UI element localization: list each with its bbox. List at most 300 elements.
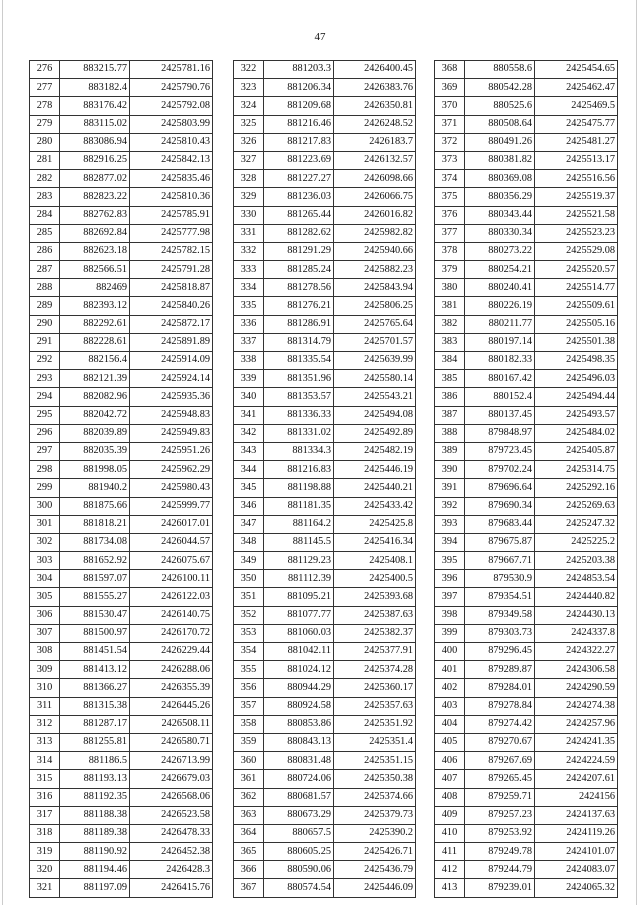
y-coordinate-cell: 2424224.59 xyxy=(535,752,618,770)
y-coordinate-cell: 2426140.75 xyxy=(130,606,213,624)
point-number-cell: 328 xyxy=(234,170,264,188)
table-row xyxy=(234,643,416,661)
table-row xyxy=(30,733,213,751)
table-row xyxy=(234,752,416,770)
point-number-cell: 394 xyxy=(435,533,465,551)
x-coordinate-cell: 879270.67 xyxy=(465,733,535,751)
coordinate-table-1 xyxy=(29,60,213,898)
point-number-cell: 382 xyxy=(435,315,465,333)
table-row xyxy=(30,697,213,715)
point-number-cell: 402 xyxy=(435,679,465,697)
point-number-cell: 308 xyxy=(30,643,60,661)
table-row xyxy=(435,79,618,97)
y-coordinate-cell: 2425777.98 xyxy=(130,224,213,242)
table-row xyxy=(435,552,618,570)
table-row xyxy=(234,206,416,224)
table-row xyxy=(30,206,213,224)
x-coordinate-cell: 882916.25 xyxy=(60,151,130,169)
y-coordinate-cell: 2426568.06 xyxy=(130,788,213,806)
x-coordinate-cell: 880152.4 xyxy=(465,388,535,406)
table-row xyxy=(30,406,213,424)
x-coordinate-cell: 880182.33 xyxy=(465,352,535,370)
y-coordinate-cell: 2426415.76 xyxy=(130,879,213,897)
point-number-cell: 297 xyxy=(30,442,60,460)
point-number-cell: 326 xyxy=(234,133,264,151)
point-number-cell: 340 xyxy=(234,388,264,406)
y-coordinate-cell: 2426288.06 xyxy=(130,661,213,679)
x-coordinate-cell: 882692.84 xyxy=(60,224,130,242)
table-row xyxy=(435,352,618,370)
point-number-cell: 281 xyxy=(30,151,60,169)
x-coordinate-cell: 880590.06 xyxy=(264,861,334,879)
x-coordinate-cell: 881265.44 xyxy=(264,206,334,224)
y-coordinate-cell: 2425269.63 xyxy=(535,497,618,515)
y-coordinate-cell: 2424065.32 xyxy=(535,879,618,897)
point-number-cell: 339 xyxy=(234,370,264,388)
table-row xyxy=(234,715,416,733)
x-coordinate-cell: 881597.07 xyxy=(60,570,130,588)
table-row xyxy=(435,497,618,515)
point-number-cell: 318 xyxy=(30,824,60,842)
table-row xyxy=(30,424,213,442)
y-coordinate-cell: 2426508.11 xyxy=(130,715,213,733)
point-number-cell: 386 xyxy=(435,388,465,406)
y-coordinate-cell: 2426452.38 xyxy=(130,843,213,861)
y-coordinate-cell: 2425360.17 xyxy=(334,679,416,697)
y-coordinate-cell: 2425765.64 xyxy=(334,315,416,333)
table-row xyxy=(435,879,618,897)
table-row xyxy=(435,442,618,460)
point-number-cell: 375 xyxy=(435,188,465,206)
table-row xyxy=(234,679,416,697)
x-coordinate-cell: 880211.77 xyxy=(465,315,535,333)
point-number-cell: 412 xyxy=(435,861,465,879)
x-coordinate-cell: 880491.26 xyxy=(465,133,535,151)
x-coordinate-cell: 879702.24 xyxy=(465,461,535,479)
y-coordinate-cell: 2425351.92 xyxy=(334,715,416,733)
table-row xyxy=(234,879,416,897)
x-coordinate-cell: 881353.57 xyxy=(264,388,334,406)
point-number-cell: 333 xyxy=(234,261,264,279)
y-coordinate-cell: 2425791.28 xyxy=(130,261,213,279)
table-row xyxy=(435,679,618,697)
table-row xyxy=(234,115,416,133)
point-number-cell: 347 xyxy=(234,515,264,533)
table-row xyxy=(30,370,213,388)
x-coordinate-cell: 880944.29 xyxy=(264,679,334,697)
point-number-cell: 307 xyxy=(30,624,60,642)
x-coordinate-cell: 881198.88 xyxy=(264,479,334,497)
table-row xyxy=(234,552,416,570)
point-number-cell: 406 xyxy=(435,752,465,770)
table-row xyxy=(234,824,416,842)
point-number-cell: 370 xyxy=(435,97,465,115)
y-coordinate-cell: 2426679.03 xyxy=(130,770,213,788)
table-row xyxy=(435,424,618,442)
y-coordinate-cell: 2425426.71 xyxy=(334,843,416,861)
x-coordinate-cell: 881060.03 xyxy=(264,624,334,642)
point-number-cell: 348 xyxy=(234,533,264,551)
y-coordinate-cell: 2425523.23 xyxy=(535,224,618,242)
point-number-cell: 357 xyxy=(234,697,264,715)
point-number-cell: 346 xyxy=(234,497,264,515)
point-number-cell: 401 xyxy=(435,661,465,679)
point-number-cell: 373 xyxy=(435,151,465,169)
table-row xyxy=(435,788,618,806)
table-row xyxy=(234,297,416,315)
y-coordinate-cell: 2425818.87 xyxy=(130,279,213,297)
x-coordinate-cell: 879530.9 xyxy=(465,570,535,588)
y-coordinate-cell: 2426016.82 xyxy=(334,206,416,224)
point-number-cell: 313 xyxy=(30,733,60,751)
table-row xyxy=(435,261,618,279)
y-coordinate-cell: 2425529.08 xyxy=(535,242,618,260)
y-coordinate-cell: 2424430.13 xyxy=(535,606,618,624)
x-coordinate-cell: 879249.78 xyxy=(465,843,535,861)
y-coordinate-cell: 2425513.17 xyxy=(535,151,618,169)
y-coordinate-cell: 2425433.42 xyxy=(334,497,416,515)
point-number-cell: 278 xyxy=(30,97,60,115)
y-coordinate-cell: 2424853.54 xyxy=(535,570,618,588)
x-coordinate-cell: 881188.38 xyxy=(60,806,130,824)
y-coordinate-cell: 2425782.15 xyxy=(130,242,213,260)
table-row xyxy=(30,552,213,570)
x-coordinate-cell: 879354.51 xyxy=(465,588,535,606)
table-row xyxy=(234,515,416,533)
table-row xyxy=(234,697,416,715)
table-row xyxy=(435,479,618,497)
x-coordinate-cell: 882393.12 xyxy=(60,297,130,315)
y-coordinate-cell: 2424137.63 xyxy=(535,806,618,824)
y-coordinate-cell: 2425314.75 xyxy=(535,461,618,479)
x-coordinate-cell: 882823.22 xyxy=(60,188,130,206)
table-row xyxy=(234,606,416,624)
y-coordinate-cell: 2424257.96 xyxy=(535,715,618,733)
y-coordinate-cell: 2425482.19 xyxy=(334,442,416,460)
table-row xyxy=(234,388,416,406)
table-row xyxy=(30,242,213,260)
point-number-cell: 306 xyxy=(30,606,60,624)
y-coordinate-cell: 2426428.3 xyxy=(130,861,213,879)
x-coordinate-cell: 881227.27 xyxy=(264,170,334,188)
x-coordinate-cell: 881181.35 xyxy=(264,497,334,515)
x-coordinate-cell: 883115.02 xyxy=(60,115,130,133)
y-coordinate-cell: 2426066.75 xyxy=(334,188,416,206)
x-coordinate-cell: 880197.14 xyxy=(465,333,535,351)
point-number-cell: 298 xyxy=(30,461,60,479)
y-coordinate-cell: 2425374.66 xyxy=(334,788,416,806)
point-number-cell: 283 xyxy=(30,188,60,206)
x-coordinate-cell: 881223.69 xyxy=(264,151,334,169)
x-coordinate-cell: 879265.45 xyxy=(465,770,535,788)
table-row xyxy=(30,679,213,697)
x-coordinate-cell: 881875.66 xyxy=(60,497,130,515)
y-coordinate-cell: 2425980.43 xyxy=(130,479,213,497)
x-coordinate-cell: 881095.21 xyxy=(264,588,334,606)
x-coordinate-cell: 881500.97 xyxy=(60,624,130,642)
table-row xyxy=(30,606,213,624)
point-number-cell: 403 xyxy=(435,697,465,715)
y-coordinate-cell: 2426580.71 xyxy=(130,733,213,751)
table-row xyxy=(234,479,416,497)
x-coordinate-cell: 880226.19 xyxy=(465,297,535,315)
x-coordinate-cell: 880254.21 xyxy=(465,261,535,279)
y-coordinate-cell: 2426044.57 xyxy=(130,533,213,551)
table-row xyxy=(30,388,213,406)
x-coordinate-cell: 879253.92 xyxy=(465,824,535,842)
point-number-cell: 371 xyxy=(435,115,465,133)
y-coordinate-cell: 2424156 xyxy=(535,788,618,806)
y-coordinate-cell: 2425516.56 xyxy=(535,170,618,188)
x-coordinate-cell: 881145.5 xyxy=(264,533,334,551)
point-number-cell: 294 xyxy=(30,388,60,406)
table-row xyxy=(234,333,416,351)
y-coordinate-cell: 2425949.83 xyxy=(130,424,213,442)
point-number-cell: 391 xyxy=(435,479,465,497)
table-row xyxy=(234,242,416,260)
y-coordinate-cell: 2425351.4 xyxy=(334,733,416,751)
point-number-cell: 282 xyxy=(30,170,60,188)
x-coordinate-cell: 881366.27 xyxy=(60,679,130,697)
x-coordinate-cell: 881206.34 xyxy=(264,79,334,97)
table-row xyxy=(30,879,213,897)
point-number-cell: 376 xyxy=(435,206,465,224)
point-number-cell: 397 xyxy=(435,588,465,606)
y-coordinate-cell: 2425425.8 xyxy=(334,515,416,533)
point-number-cell: 315 xyxy=(30,770,60,788)
x-coordinate-cell: 880356.29 xyxy=(465,188,535,206)
x-coordinate-cell: 881209.68 xyxy=(264,97,334,115)
x-coordinate-cell: 881314.79 xyxy=(264,333,334,351)
point-number-cell: 362 xyxy=(234,788,264,806)
point-number-cell: 299 xyxy=(30,479,60,497)
table-row xyxy=(30,515,213,533)
point-number-cell: 404 xyxy=(435,715,465,733)
table-row xyxy=(435,697,618,715)
table-row xyxy=(30,133,213,151)
x-coordinate-cell: 882039.89 xyxy=(60,424,130,442)
x-coordinate-cell: 881164.2 xyxy=(264,515,334,533)
point-number-cell: 289 xyxy=(30,297,60,315)
x-coordinate-cell: 882156.4 xyxy=(60,352,130,370)
table-row xyxy=(234,151,416,169)
x-coordinate-cell: 881216.83 xyxy=(264,461,334,479)
point-number-cell: 364 xyxy=(234,824,264,842)
y-coordinate-cell: 2425416.34 xyxy=(334,533,416,551)
y-coordinate-cell: 2426445.26 xyxy=(130,697,213,715)
x-coordinate-cell: 880673.29 xyxy=(264,806,334,824)
table-row xyxy=(435,806,618,824)
y-coordinate-cell: 2424119.26 xyxy=(535,824,618,842)
x-coordinate-cell: 881335.54 xyxy=(264,352,334,370)
table-row xyxy=(435,570,618,588)
table-row xyxy=(234,279,416,297)
x-coordinate-cell: 881194.46 xyxy=(60,861,130,879)
point-number-cell: 324 xyxy=(234,97,264,115)
point-number-cell: 411 xyxy=(435,843,465,861)
y-coordinate-cell: 2424306.58 xyxy=(535,661,618,679)
table-row xyxy=(30,770,213,788)
point-number-cell: 309 xyxy=(30,661,60,679)
point-number-cell: 300 xyxy=(30,497,60,515)
x-coordinate-cell: 881216.46 xyxy=(264,115,334,133)
x-coordinate-cell: 881413.12 xyxy=(60,661,130,679)
point-number-cell: 323 xyxy=(234,79,264,97)
table-row xyxy=(30,224,213,242)
point-number-cell: 381 xyxy=(435,297,465,315)
y-coordinate-cell: 2424101.07 xyxy=(535,843,618,861)
point-number-cell: 314 xyxy=(30,752,60,770)
point-number-cell: 355 xyxy=(234,661,264,679)
y-coordinate-cell: 2425785.91 xyxy=(130,206,213,224)
y-coordinate-cell: 2425292.16 xyxy=(535,479,618,497)
table-row xyxy=(30,588,213,606)
point-number-cell: 372 xyxy=(435,133,465,151)
point-number-cell: 384 xyxy=(435,352,465,370)
point-number-cell: 325 xyxy=(234,115,264,133)
y-coordinate-cell: 2425962.29 xyxy=(130,461,213,479)
table-row xyxy=(30,352,213,370)
y-coordinate-cell: 2425882.23 xyxy=(334,261,416,279)
x-coordinate-cell: 881203.3 xyxy=(264,61,334,79)
table-row xyxy=(435,588,618,606)
table-row xyxy=(234,61,416,79)
y-coordinate-cell: 2425835.46 xyxy=(130,170,213,188)
point-number-cell: 330 xyxy=(234,206,264,224)
point-number-cell: 369 xyxy=(435,79,465,97)
point-number-cell: 320 xyxy=(30,861,60,879)
table-row xyxy=(30,461,213,479)
point-number-cell: 304 xyxy=(30,570,60,588)
x-coordinate-cell: 880542.28 xyxy=(465,79,535,97)
x-coordinate-cell: 882082.96 xyxy=(60,388,130,406)
x-coordinate-cell: 879274.42 xyxy=(465,715,535,733)
table-row xyxy=(234,170,416,188)
point-number-cell: 398 xyxy=(435,606,465,624)
point-number-cell: 377 xyxy=(435,224,465,242)
x-coordinate-cell: 880137.45 xyxy=(465,406,535,424)
y-coordinate-cell: 2425393.68 xyxy=(334,588,416,606)
x-coordinate-cell: 880330.34 xyxy=(465,224,535,242)
y-coordinate-cell: 2425509.61 xyxy=(535,297,618,315)
point-number-cell: 335 xyxy=(234,297,264,315)
table-row xyxy=(435,333,618,351)
x-coordinate-cell: 879723.45 xyxy=(465,442,535,460)
point-number-cell: 302 xyxy=(30,533,60,551)
x-coordinate-cell: 882566.51 xyxy=(60,261,130,279)
table-row xyxy=(30,715,213,733)
x-coordinate-cell: 881334.3 xyxy=(264,442,334,460)
point-number-cell: 366 xyxy=(234,861,264,879)
table-row xyxy=(30,170,213,188)
y-coordinate-cell: 2426017.01 xyxy=(130,515,213,533)
x-coordinate-cell: 879244.79 xyxy=(465,861,535,879)
point-number-cell: 410 xyxy=(435,824,465,842)
y-coordinate-cell: 2424337.8 xyxy=(535,624,618,642)
y-coordinate-cell: 2425872.17 xyxy=(130,315,213,333)
y-coordinate-cell: 2425247.32 xyxy=(535,515,618,533)
y-coordinate-cell: 2426713.99 xyxy=(130,752,213,770)
table-row xyxy=(30,570,213,588)
scan-edge-left xyxy=(2,0,3,905)
x-coordinate-cell: 879675.87 xyxy=(465,533,535,551)
table-row xyxy=(234,588,416,606)
table-row xyxy=(30,442,213,460)
x-coordinate-cell: 880273.22 xyxy=(465,242,535,260)
table-row xyxy=(30,806,213,824)
table-row xyxy=(435,388,618,406)
x-coordinate-cell: 879259.71 xyxy=(465,788,535,806)
y-coordinate-cell: 2425446.09 xyxy=(334,879,416,897)
point-number-cell: 392 xyxy=(435,497,465,515)
page-number: 47 xyxy=(314,31,326,43)
table-row xyxy=(234,497,416,515)
x-coordinate-cell: 880924.58 xyxy=(264,697,334,715)
y-coordinate-cell: 2425225.2 xyxy=(535,533,618,551)
x-coordinate-cell: 881451.54 xyxy=(60,643,130,661)
table-row xyxy=(435,733,618,751)
point-number-cell: 400 xyxy=(435,643,465,661)
point-number-cell: 387 xyxy=(435,406,465,424)
y-coordinate-cell: 2425203.38 xyxy=(535,552,618,570)
y-coordinate-cell: 2425982.82 xyxy=(334,224,416,242)
table-row xyxy=(234,352,416,370)
table-row xyxy=(30,843,213,861)
x-coordinate-cell: 880343.44 xyxy=(465,206,535,224)
y-coordinate-cell: 2426355.39 xyxy=(130,679,213,697)
y-coordinate-cell: 2425935.36 xyxy=(130,388,213,406)
x-coordinate-cell: 881077.77 xyxy=(264,606,334,624)
table-row xyxy=(435,315,618,333)
point-number-cell: 363 xyxy=(234,806,264,824)
y-coordinate-cell: 2425951.26 xyxy=(130,442,213,460)
y-coordinate-cell: 2426075.67 xyxy=(130,552,213,570)
point-number-cell: 356 xyxy=(234,679,264,697)
y-coordinate-cell: 2425501.38 xyxy=(535,333,618,351)
point-number-cell: 277 xyxy=(30,79,60,97)
point-number-cell: 389 xyxy=(435,442,465,460)
point-number-cell: 280 xyxy=(30,133,60,151)
point-number-cell: 367 xyxy=(234,879,264,897)
y-coordinate-cell: 2425469.5 xyxy=(535,97,618,115)
x-coordinate-cell: 882035.39 xyxy=(60,442,130,460)
y-coordinate-cell: 2425701.57 xyxy=(334,333,416,351)
y-coordinate-cell: 2425351.15 xyxy=(334,752,416,770)
x-coordinate-cell: 880831.48 xyxy=(264,752,334,770)
table-row xyxy=(435,133,618,151)
point-number-cell: 321 xyxy=(30,879,60,897)
x-coordinate-cell: 882042.72 xyxy=(60,406,130,424)
table-row xyxy=(234,424,416,442)
x-coordinate-cell: 882762.83 xyxy=(60,206,130,224)
point-number-cell: 343 xyxy=(234,442,264,460)
x-coordinate-cell: 883182.4 xyxy=(60,79,130,97)
x-coordinate-cell: 883176.42 xyxy=(60,97,130,115)
y-coordinate-cell: 2426400.45 xyxy=(334,61,416,79)
point-number-cell: 351 xyxy=(234,588,264,606)
table-row xyxy=(234,406,416,424)
table-row xyxy=(435,824,618,842)
table-row xyxy=(435,515,618,533)
table-row xyxy=(435,151,618,169)
point-number-cell: 395 xyxy=(435,552,465,570)
table-row xyxy=(234,133,416,151)
point-number-cell: 379 xyxy=(435,261,465,279)
x-coordinate-cell: 879284.01 xyxy=(465,679,535,697)
table-row xyxy=(30,752,213,770)
point-number-cell: 368 xyxy=(435,61,465,79)
x-coordinate-cell: 880853.86 xyxy=(264,715,334,733)
